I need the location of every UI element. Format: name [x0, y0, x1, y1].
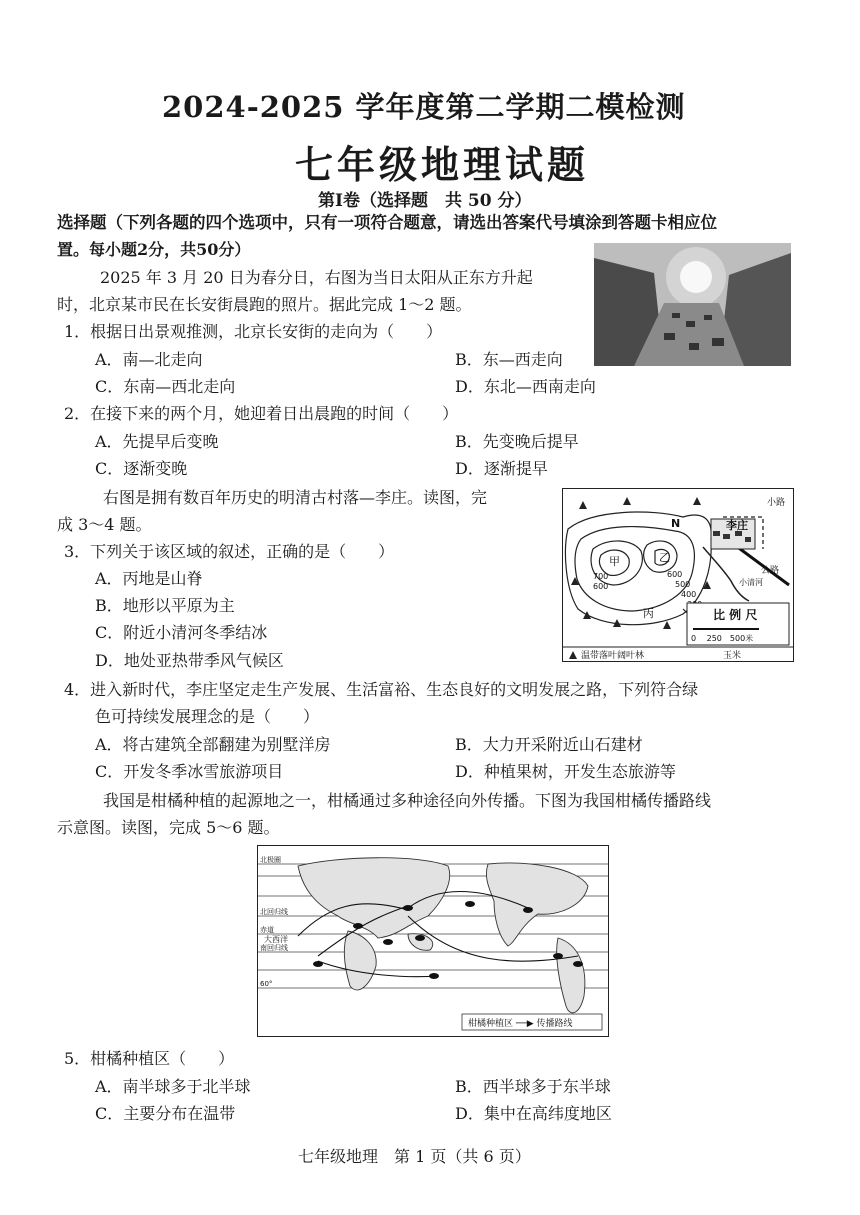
north-arrow-label: N	[671, 517, 681, 530]
q1-option-c[interactable]: C．东南—西北走向	[95, 377, 236, 396]
village-label: 李庄	[726, 519, 748, 532]
exam-title: 2024-2025 学年度第二学期二模检测	[162, 90, 686, 124]
q5-option-c[interactable]: C．主要分布在温带	[95, 1104, 236, 1123]
question-4-stem-line2: 色可持续发展理念的是（ ）	[95, 707, 320, 726]
q3-option-d[interactable]: D．地处亚热带季风气候区	[95, 651, 284, 670]
small-road-label: 小路	[767, 498, 786, 508]
contour-label-400: 400	[681, 590, 697, 599]
legend-forest: 温带落叶阔叶林	[581, 651, 645, 661]
page-footer: 七年级地理 第 1 页（共 6 页）	[298, 1147, 531, 1166]
passage-3-line1: 我国是柑橘种植的起源地之一，柑橘通过多种途径向外传播。下图为我国柑橘传播路线	[103, 791, 712, 810]
scale-title: 比 例 尺	[713, 608, 758, 622]
contour-label-600a: 600	[593, 582, 609, 591]
exam-subtitle: 七年级地理试题	[295, 142, 590, 187]
village-contour-map	[562, 488, 794, 662]
peak-bing-label: 丙	[643, 607, 654, 620]
lat-label-60s: 60°	[260, 980, 273, 988]
q4-option-d[interactable]: D．种植果树，开发生态旅游等	[455, 762, 676, 781]
passage-2-line2: 成 3～4 题。	[57, 515, 152, 534]
lat-label-equator: 赤道	[260, 926, 274, 934]
sunrise-street-photo	[594, 243, 791, 366]
question-3-stem: 3．下列关于该区域的叙述，正确的是（ ）	[64, 542, 395, 561]
world-map-drawing	[258, 846, 608, 1036]
q4-option-a[interactable]: A．将古建筑全部翻建为别墅洋房	[95, 735, 331, 754]
river-label: 小清河	[739, 578, 763, 587]
instructions-line1: 选择题（下列各题的四个选项中，只有一项符合题意，请选出答案代号填涂到答题卡相应位	[57, 213, 717, 232]
question-2-stem: 2．在接下来的两个月，她迎着日出晨跑的时间（ ）	[64, 404, 459, 423]
lat-label-arctic: 北极圈	[260, 856, 281, 864]
passage-1-line2: 时，北京某市民在长安街晨跑的照片。据此完成 1～2 题。	[57, 295, 472, 314]
contour-label-700: 700	[593, 572, 609, 581]
q4-option-b[interactable]: B．大力开采附近山石建材	[455, 735, 643, 754]
village-map-drawing	[563, 489, 793, 661]
q2-option-b[interactable]: B．先变晚后提早	[455, 432, 579, 451]
question-5-stem: 5．柑橘种植区（ ）	[64, 1049, 235, 1068]
legend-corn: 玉米	[723, 651, 742, 661]
q5-option-d[interactable]: D．集中在高纬度地区	[455, 1104, 612, 1123]
instructions-line2: 置。每小题2分，共50分）	[57, 240, 251, 259]
q2-option-a[interactable]: A．先提早后变晚	[95, 432, 219, 451]
q1-option-d[interactable]: D．东北—西南走向	[455, 377, 596, 396]
q2-option-d[interactable]: D．逐渐提早	[455, 459, 548, 478]
passage-3-line2: 示意图。读图，完成 5～6 题。	[57, 818, 280, 837]
passage-2-line1: 右图是拥有数百年历史的明清古村落—李庄。读图，完	[103, 488, 488, 507]
peak-yi-label: 乙	[659, 551, 670, 564]
q3-option-c[interactable]: C．附近小清河冬季结冰	[95, 623, 268, 642]
q1-option-b[interactable]: B．东—西走向	[455, 350, 563, 369]
citrus-spread-world-map	[257, 845, 609, 1037]
world-map-legend: 柑橘种植区 ──▶ 传播路线	[468, 1019, 573, 1029]
highway-label: 公路	[761, 566, 780, 576]
peak-jia-label: 甲	[609, 555, 620, 568]
q2-option-c[interactable]: C．逐渐变晚	[95, 459, 188, 478]
q5-option-a[interactable]: A．南半球多于北半球	[95, 1077, 251, 1096]
photo-drawing	[594, 243, 791, 366]
lat-label-tropic-cancer: 北回归线	[260, 908, 288, 916]
q3-option-a[interactable]: A．丙地是山脊	[95, 569, 203, 588]
contour-label-500: 500	[675, 580, 691, 589]
q3-option-b[interactable]: B．地形以平原为主	[95, 596, 235, 615]
q4-option-c[interactable]: C．开发冬季冰雪旅游项目	[95, 762, 284, 781]
question-1-stem: 1．根据日出景观推测，北京长安街的走向为（ ）	[64, 322, 443, 341]
q1-option-a[interactable]: A．南—北走向	[95, 350, 203, 369]
q5-option-b[interactable]: B．西半球多于东半球	[455, 1077, 611, 1096]
passage-1-line1: 2025 年 3 月 20 日为春分日，右图为当日太阳从正东方升起	[100, 268, 533, 287]
lat-label-tropic-capricorn: 南回归线	[260, 944, 288, 952]
question-4-stem-line1: 4．进入新时代，李庄坚定走生产发展、生活富裕、生态良好的文明发展之路，下列符合绿	[64, 680, 699, 699]
ocean-label: 大西洋	[264, 935, 288, 944]
contour-label-600b: 600	[667, 570, 683, 579]
scale-marks: 0 250 500米	[691, 634, 754, 643]
section-heading: 第I卷（选择题 共 50 分）	[318, 191, 532, 211]
